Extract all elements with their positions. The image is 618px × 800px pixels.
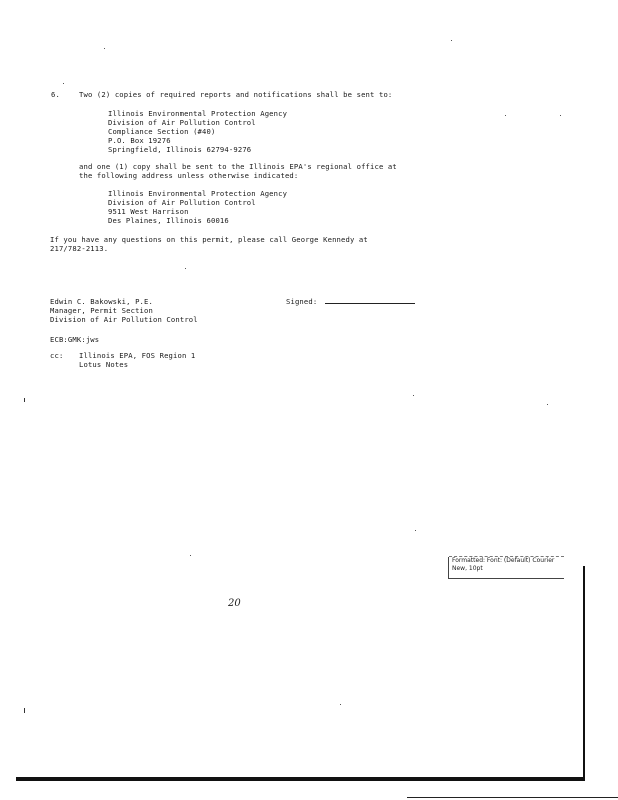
signer-title: Manager, Permit Section <box>50 306 153 315</box>
address-line: Division of Air Pollution Control <box>108 198 256 207</box>
comment-line: New, 10pt <box>452 565 483 572</box>
formatting-comment-box[interactable] <box>448 557 567 579</box>
comment-bottom-rule <box>449 578 564 579</box>
footer-rule <box>407 797 618 798</box>
address-line: 9511 West Harrison <box>108 207 189 216</box>
scan-speck <box>340 704 341 705</box>
signer-name: Edwin C. Bakowski, P.E. <box>50 297 153 306</box>
item-text: Two (2) copies of required reports and notifications shall be sent to: <box>79 90 393 99</box>
scan-speck <box>547 404 548 405</box>
scan-speck <box>560 115 561 116</box>
comment-top-rule <box>449 556 564 557</box>
scan-tick <box>24 398 25 402</box>
address-line: Springfield, Illinois 62794-9276 <box>108 145 252 154</box>
address-line: Compliance Section (#40) <box>108 127 216 136</box>
signer-division: Division of Air Pollution Control <box>50 315 198 324</box>
item-number: 6. <box>51 90 60 99</box>
scan-speck <box>104 48 105 49</box>
cc-line: Lotus Notes <box>79 360 129 369</box>
address-line: Division of Air Pollution Control <box>108 118 256 127</box>
scan-speck <box>190 555 191 556</box>
comment-line: Formatted: Font: (Default) Courier <box>452 557 555 564</box>
margin-rule <box>583 566 585 778</box>
cc-label: cc: <box>50 351 64 360</box>
scan-speck <box>413 395 414 396</box>
scan-speck <box>415 530 416 531</box>
scan-tick <box>24 708 25 713</box>
scan-speck <box>63 83 64 84</box>
cc-line: Illinois EPA, FOS Region 1 <box>79 351 196 360</box>
scan-speck <box>451 40 452 41</box>
scan-speck <box>185 268 186 269</box>
signature-line <box>325 303 415 304</box>
address-line: Illinois Environmental Protection Agency <box>108 189 288 198</box>
regional-text: and one (1) copy shall be sent to the Illinois EPA's regional office at <box>79 162 397 171</box>
scan-speck <box>505 115 506 116</box>
initials: ECB:GMK:jws <box>50 335 100 344</box>
questions-text: If you have any questions on this permit, please call George Kennedy at <box>50 235 368 244</box>
address-line: Des Plaines, Illinois 60016 <box>108 216 229 225</box>
signed-label: Signed: <box>286 297 318 306</box>
address-line: P.O. Box 19276 <box>108 136 171 145</box>
questions-text: 217/782-2113. <box>50 244 109 253</box>
page-mark: 20 <box>228 598 241 609</box>
regional-text: the following address unless otherwise indicated: <box>79 171 299 180</box>
address-line: Illinois Environmental Protection Agency <box>108 109 288 118</box>
bottom-rule <box>16 777 585 781</box>
